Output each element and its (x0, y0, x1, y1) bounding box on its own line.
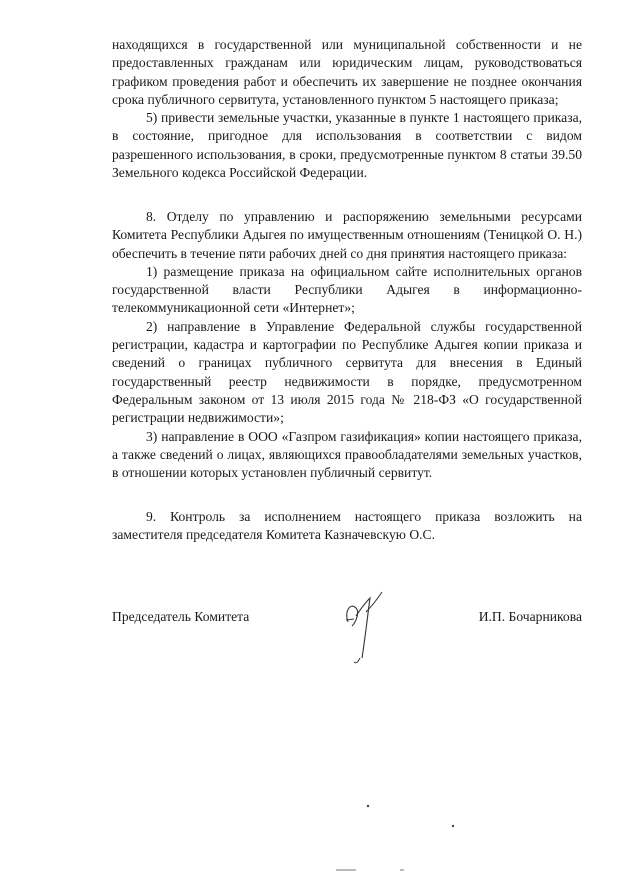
signatory-position: Председатель Комитета (112, 609, 250, 624)
handwritten-signature (326, 572, 406, 672)
paragraph-section-9: 9. Контроль за исполнением настоящего приказа возложить на заместителя председателя Комитета Казначевскую О.С. (112, 509, 582, 543)
text-block-section-8 (112, 208, 582, 482)
paragraph-continuation: находящихся в государственной или муниципальной собственности и не предоставленных гражданам или юридическим лицам, руководствоваться графиком проведения работ и обеспечить их завершение не позднее окончания срока публичного сервитута, установленного пунктом 5 настоящего приказа; (112, 37, 582, 107)
paragraph-item-5: 5) привести земельные участки, указанные в пункте 1 настоящего приказа, в состояние, пригодное для использования в соответствии с видом разрешенного использования, в сроки, предусмотренные пунктом 8 статьи 39.50 Земельного кодекса Российской Федерации. (112, 110, 582, 181)
signatory-name: И.П. Бочарникова (478, 609, 582, 624)
paragraph-item-1: 1) размещение приказа на официальном сайте исполнительных органов государственной власти Республики Адыгея в информационно-телекоммуникационной сети «Интернет»; (112, 263, 582, 316)
text-block-continuation (112, 36, 582, 182)
paragraph-section-8: 8. Отделу по управлению и распоряжению земельными ресурсами Комитета Республики Адыгея по имущественным отношениям (Теницкой О. Н.) обеспечить в течение пяти рабочих дней со дня принятия настоящего приказа: (112, 209, 582, 261)
paragraph-item-2: 2) направление в Управление Федеральной службы государственной регистрации, кадастра и картографии по Республике Адыгея копии приказа и сведений о границах публичного сервитута для внесения в Единый государственный реестр недвижимости в порядке, предусмотренном Федеральным законом от 13 июля 2015 года № 218-ФЗ «О государственной регистрации недвижимости»; (112, 318, 582, 426)
paragraph-item-3: 3) направление в ООО «Газпром газификация» копии настоящего приказа, а также сведений о лицах, являющихся правообладателями земельных участков, в отношении которых установлен публичный сервитут. (112, 428, 582, 481)
text-block-section-9 (112, 508, 582, 545)
